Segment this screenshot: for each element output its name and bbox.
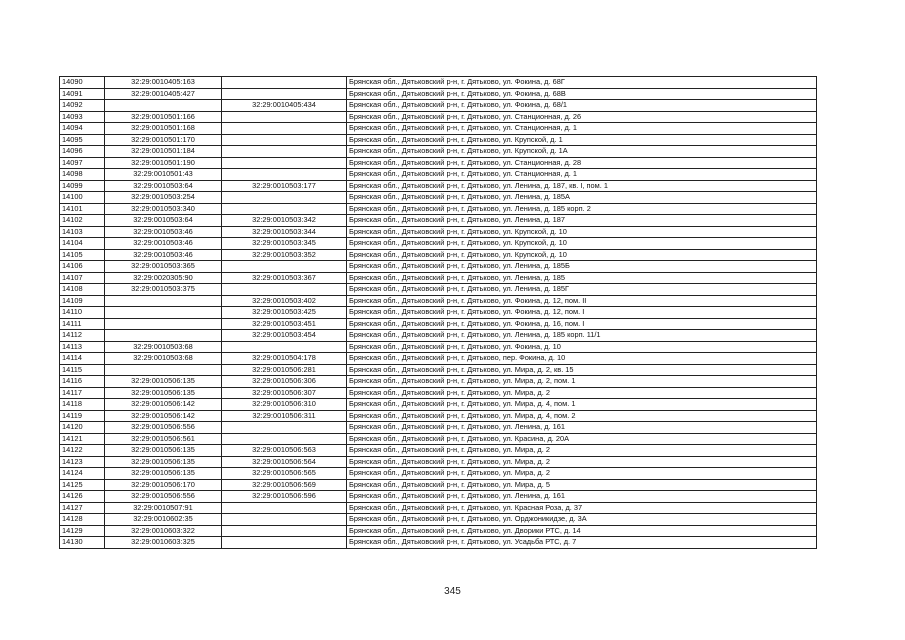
address-cell: Брянская обл., Дятьковский р-н, г. Дятьково, ул. Ленина, д. 185 корп. 2 [347,203,817,215]
address-cell: Брянская обл., Дятьковский р-н, г. Дятьково, ул. Ленина, д. 185А [347,192,817,204]
row-number: 14127 [60,502,105,514]
cadastral-number-land: 32:29:0010506:142 [105,410,222,422]
cadastral-number-object [222,422,347,434]
cadastral-number-object [222,77,347,89]
cadastral-number-land: 32:29:0010506:135 [105,387,222,399]
cadastral-number-land: 32:29:0010503:68 [105,341,222,353]
cadastral-number-land: 32:29:0010501:43 [105,169,222,181]
address-cell: Брянская обл., Дятьковский р-н, г. Дятьково, ул. Ленина, д. 187 [347,215,817,227]
cadastral-number-land: 32:29:0010506:170 [105,479,222,491]
cadastral-number-land: 32:29:0010405:163 [105,77,222,89]
cadastral-number-object: 32:29:0010503:344 [222,226,347,238]
row-number: 14125 [60,479,105,491]
table-row [60,387,817,399]
cadastral-number-object: 32:29:0010504:178 [222,353,347,365]
address-cell: Брянская обл., Дятьковский р-н, г. Дятьково, ул. Мира, д. 2 [347,468,817,480]
cadastral-number-land: 32:29:0010501:166 [105,111,222,123]
cadastral-number-land: 32:29:0010503:64 [105,180,222,192]
cadastral-number-land [105,330,222,342]
address-cell: Брянская обл., Дятьковский р-н, г. Дятьково, ул. Ленина, д. 161 [347,491,817,503]
cadastral-number-land: 32:29:0010603:325 [105,537,222,549]
address-cell: Брянская обл., Дятьковский р-н, г. Дятьково, ул. Фокина, д. 10 [347,341,817,353]
table-row [60,226,817,238]
cadastral-number-land: 32:29:0010503:340 [105,203,222,215]
row-number: 14119 [60,410,105,422]
cadastral-number-land: 32:29:0010503:64 [105,215,222,227]
row-number: 14109 [60,295,105,307]
cadastral-number-land: 32:29:0010503:375 [105,284,222,296]
table-row [60,330,817,342]
address-cell: Брянская обл., Дятьковский р-н, г. Дятьково, ул. Орджоникидзе, д. 3А [347,514,817,526]
table-row [60,491,817,503]
address-cell: Брянская обл., Дятьковский р-н, г. Дятьково, ул. Крупской, д. 10 [347,249,817,261]
cadastral-number-object [222,433,347,445]
address-cell: Брянская обл., Дятьковский р-н, г. Дятьково, ул. Крупской, д. 10 [347,226,817,238]
cadastral-number-land: 32:29:0010506:561 [105,433,222,445]
cadastral-number-object: 32:29:0010506:281 [222,364,347,376]
address-cell: Брянская обл., Дятьковский р-н, г. Дятьково, ул. Мира, д. 2, кв. 15 [347,364,817,376]
row-number: 14094 [60,123,105,135]
address-cell: Брянская обл., Дятьковский р-н, г. Дятьково, ул. Крупской, д. 1 [347,134,817,146]
table-row [60,146,817,158]
row-number: 14120 [60,422,105,434]
row-number: 14124 [60,468,105,480]
row-number: 14114 [60,353,105,365]
address-cell: Брянская обл., Дятьковский р-н, г. Дятьково, ул. Станционная, д. 1 [347,169,817,181]
cadastral-number-object: 32:29:0010503:342 [222,215,347,227]
cadastral-number-object [222,537,347,549]
cadastral-number-land: 32:29:0020305:90 [105,272,222,284]
address-cell: Брянская обл., Дятьковский р-н, г. Дятьково, ул. Фокина, д. 68В [347,88,817,100]
address-cell: Брянская обл., Дятьковский р-н, г. Дятьково, ул. Фокина, д. 68/1 [347,100,817,112]
address-cell: Брянская обл., Дятьковский р-н, г. Дятьково, ул. Ленина, д. 185Б [347,261,817,273]
row-number: 14110 [60,307,105,319]
cadastral-number-object [222,111,347,123]
address-cell: Брянская обл., Дятьковский р-н, г. Дятьково, ул. Крупской, д. 1А [347,146,817,158]
address-cell: Брянская обл., Дятьковский р-н, г. Дятьково, ул. Крупской, д. 10 [347,238,817,250]
cadastral-number-land [105,307,222,319]
row-number: 14123 [60,456,105,468]
table-row [60,445,817,457]
table-row [60,203,817,215]
cadastral-number-land: 32:29:0010506:142 [105,399,222,411]
address-cell: Брянская обл., Дятьковский р-н, г. Дятьково, ул. Мира, д. 2 [347,387,817,399]
cadastral-number-object: 32:29:0010506:307 [222,387,347,399]
cadastral-number-object: 32:29:0010503:367 [222,272,347,284]
cadastral-number-object: 32:29:0010503:451 [222,318,347,330]
cadastral-number-object: 32:29:0010506:569 [222,479,347,491]
address-cell: Брянская обл., Дятьковский р-н, г. Дятьково, ул. Фокина, д. 12, пом. II [347,295,817,307]
row-number: 14095 [60,134,105,146]
cadastral-number-object: 32:29:0010506:310 [222,399,347,411]
address-cell: Брянская обл., Дятьковский р-н, г. Дятьково, ул. Мира, д. 2 [347,445,817,457]
cadastral-number-land: 32:29:0010506:135 [105,468,222,480]
address-cell: Брянская обл., Дятьковский р-н, г. Дятьково, ул. Ленина, д. 187, кв. I, пом. 1 [347,180,817,192]
cadastral-number-land [105,100,222,112]
cadastral-number-object: 32:29:0010506:306 [222,376,347,388]
table-row [60,192,817,204]
address-cell: Брянская обл., Дятьковский р-н, г. Дятьково, ул. Станционная, д. 28 [347,157,817,169]
address-cell: Брянская обл., Дятьковский р-н, г. Дятьково, пер. Фокина, д. 10 [347,353,817,365]
row-number: 14121 [60,433,105,445]
row-number: 14098 [60,169,105,181]
address-cell: Брянская обл., Дятьковский р-н, г. Дятьково, ул. Ленина, д. 185 [347,272,817,284]
cadastral-number-land [105,364,222,376]
cadastral-number-object: 32:29:0010405:434 [222,100,347,112]
cadastral-number-land: 32:29:0010506:135 [105,456,222,468]
cadastral-number-object [222,146,347,158]
address-cell: Брянская обл., Дятьковский р-н, г. Дятьково, ул. Мира, д. 4, пом. 2 [347,410,817,422]
address-cell: Брянская обл., Дятьковский р-н, г. Дятьково, ул. Мира, д. 2 [347,456,817,468]
table-row [60,399,817,411]
table-row [60,111,817,123]
table-row [60,364,817,376]
table-row [60,410,817,422]
row-number: 14104 [60,238,105,250]
table-row [60,456,817,468]
cadastral-number-object [222,502,347,514]
cadastral-number-object: 32:29:0010503:352 [222,249,347,261]
address-cell: Брянская обл., Дятьковский р-н, г. Дятьково, ул. Ленина, д. 185Г [347,284,817,296]
address-cell: Брянская обл., Дятьковский р-н, г. Дятьково, ул. Станционная, д. 1 [347,123,817,135]
cadastral-number-land: 32:29:0010503:46 [105,238,222,250]
address-cell: Брянская обл., Дятьковский р-н, г. Дятьково, ул. Мира, д. 4, пом. 1 [347,399,817,411]
table-row [60,134,817,146]
row-number: 14106 [60,261,105,273]
row-number: 14103 [60,226,105,238]
cadastral-number-land: 32:29:0010503:46 [105,249,222,261]
cadastral-number-object [222,123,347,135]
cadastral-number-object [222,284,347,296]
table-row [60,77,817,89]
cadastral-number-land: 32:29:0010503:365 [105,261,222,273]
cadastral-number-object [222,169,347,181]
cadastral-number-object: 32:29:0010503:177 [222,180,347,192]
cadastral-number-land: 32:29:0010501:190 [105,157,222,169]
table-row [60,376,817,388]
table-row [60,123,817,135]
table-row [60,169,817,181]
row-number: 14105 [60,249,105,261]
row-number: 14126 [60,491,105,503]
cadastral-number-land: 32:29:0010503:46 [105,226,222,238]
address-cell: Брянская обл., Дятьковский р-н, г. Дятьково, ул. Ленина, д. 185 корп. 11/1 [347,330,817,342]
address-cell: Брянская обл., Дятьковский р-н, г. Дятьково, ул. Фокина, д. 12, пом. I [347,307,817,319]
cadastral-number-land: 32:29:0010501:170 [105,134,222,146]
row-number: 14128 [60,514,105,526]
row-number: 14097 [60,157,105,169]
table-row [60,479,817,491]
cadastral-number-object [222,134,347,146]
cadastral-number-object: 32:29:0010506:596 [222,491,347,503]
cadastral-number-object [222,88,347,100]
cadastral-number-object: 32:29:0010503:425 [222,307,347,319]
table-row [60,88,817,100]
cadastral-number-land: 32:29:0010507:91 [105,502,222,514]
cadastral-number-object: 32:29:0010506:563 [222,445,347,457]
table-row [60,261,817,273]
row-number: 14117 [60,387,105,399]
row-number: 14115 [60,364,105,376]
address-cell: Брянская обл., Дятьковский р-н, г. Дятьково, ул. Мира, д. 5 [347,479,817,491]
table-row [60,284,817,296]
cadastral-number-object [222,192,347,204]
cadastral-number-land [105,295,222,307]
table-row [60,353,817,365]
table-row [60,100,817,112]
row-number: 14091 [60,88,105,100]
cadastral-number-object [222,157,347,169]
cadastral-number-object: 32:29:0010503:454 [222,330,347,342]
cadastral-number-land: 32:29:0010506:556 [105,422,222,434]
row-number: 14101 [60,203,105,215]
row-number: 14118 [60,399,105,411]
cadastral-number-land: 32:29:0010503:254 [105,192,222,204]
row-number: 14107 [60,272,105,284]
table-row [60,537,817,549]
address-cell: Брянская обл., Дятьковский р-н, г. Дятьково, ул. Красина, д. 20А [347,433,817,445]
address-cell: Брянская обл., Дятьковский р-н, г. Дятьково, ул. Усадьба РТС, д. 7 [347,537,817,549]
page-number: 345 [444,586,461,597]
cadastral-number-object [222,525,347,537]
table-row [60,157,817,169]
cadastral-number-object: 32:29:0010503:345 [222,238,347,250]
table-row [60,422,817,434]
table-row [60,295,817,307]
table-row [60,215,817,227]
table-row [60,433,817,445]
address-cell: Брянская обл., Дятьковский р-н, г. Дятьково, ул. Дворики РТС, д. 14 [347,525,817,537]
property-register-table [59,76,817,549]
cadastral-number-land: 32:29:0010506:135 [105,445,222,457]
row-number: 14092 [60,100,105,112]
row-number: 14090 [60,77,105,89]
row-number: 14112 [60,330,105,342]
table-row [60,180,817,192]
address-cell: Брянская обл., Дятьковский р-н, г. Дятьково, ул. Фокина, д. 16, пом. I [347,318,817,330]
table-row [60,502,817,514]
cadastral-number-object [222,261,347,273]
cadastral-number-object [222,341,347,353]
cadastral-number-object [222,514,347,526]
row-number: 14099 [60,180,105,192]
table-row [60,307,817,319]
row-number: 14108 [60,284,105,296]
cadastral-number-land: 32:29:0010506:556 [105,491,222,503]
table-row [60,318,817,330]
cadastral-number-land: 32:29:0010501:168 [105,123,222,135]
table-row [60,514,817,526]
table-row [60,249,817,261]
cadastral-number-land [105,318,222,330]
table-row [60,238,817,250]
cadastral-number-land: 32:29:0010501:184 [105,146,222,158]
table-row [60,468,817,480]
cadastral-number-object: 32:29:0010506:311 [222,410,347,422]
table-row [60,341,817,353]
row-number: 14116 [60,376,105,388]
cadastral-number-object: 32:29:0010503:402 [222,295,347,307]
row-number: 14111 [60,318,105,330]
row-number: 14100 [60,192,105,204]
cadastral-number-object [222,203,347,215]
address-cell: Брянская обл., Дятьковский р-н, г. Дятьково, ул. Мира, д. 2, пом. 1 [347,376,817,388]
address-cell: Брянская обл., Дятьковский р-н, г. Дятьково, ул. Станционная, д. 26 [347,111,817,123]
table-row [60,272,817,284]
row-number: 14093 [60,111,105,123]
cadastral-number-land: 32:29:0010602:35 [105,514,222,526]
row-number: 14130 [60,537,105,549]
cadastral-number-object: 32:29:0010506:565 [222,468,347,480]
cadastral-number-land: 32:29:0010506:135 [105,376,222,388]
cadastral-number-land: 32:29:0010503:68 [105,353,222,365]
row-number: 14096 [60,146,105,158]
row-number: 14113 [60,341,105,353]
cadastral-number-land: 32:29:0010603:322 [105,525,222,537]
row-number: 14122 [60,445,105,457]
address-cell: Брянская обл., Дятьковский р-н, г. Дятьково, ул. Красная Роза, д. 37 [347,502,817,514]
cadastral-number-object: 32:29:0010506:564 [222,456,347,468]
cadastral-number-land: 32:29:0010405:427 [105,88,222,100]
table-row [60,525,817,537]
row-number: 14129 [60,525,105,537]
row-number: 14102 [60,215,105,227]
register-table-body [60,77,817,549]
address-cell: Брянская обл., Дятьковский р-н, г. Дятьково, ул. Фокина, д. 68Г [347,77,817,89]
address-cell: Брянская обл., Дятьковский р-н, г. Дятьково, ул. Ленина, д. 161 [347,422,817,434]
